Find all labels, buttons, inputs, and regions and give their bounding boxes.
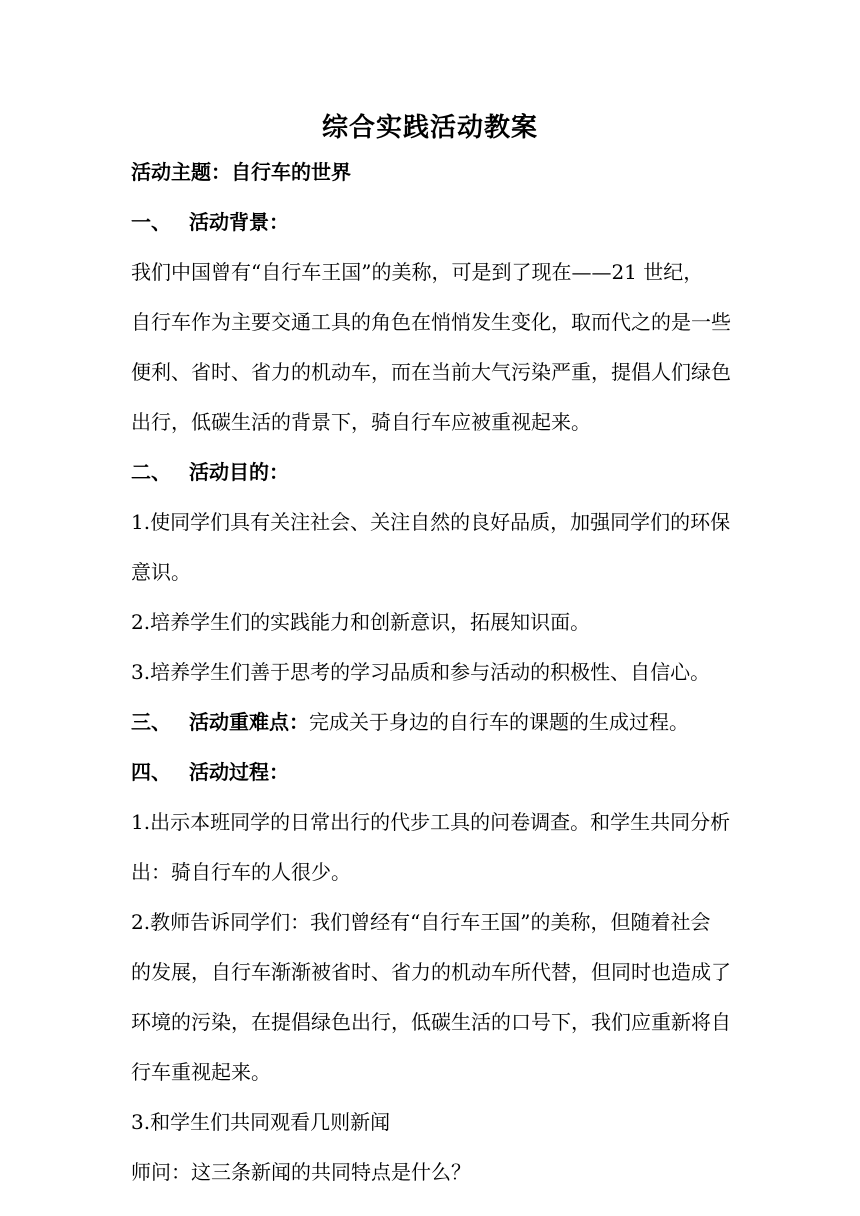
paragraph-line: 自行车作为主要交通工具的角色在悄悄发生变化，取而代之的是一些 <box>131 310 731 334</box>
list-item-line: 1.使同学们具有关注社会、关注自然的良好品质，加强同学们的环保 <box>131 510 731 534</box>
theme-value: 自行车的世界 <box>231 160 351 184</box>
list-item-line: 3.和学生们共同观看几则新闻 <box>131 1110 391 1134</box>
section-number: 三、 <box>131 710 171 734</box>
document-body <box>131 152 733 1192</box>
spacer <box>131 992 733 1002</box>
spacer <box>131 892 733 902</box>
spacer <box>131 242 733 252</box>
spacer <box>131 792 733 802</box>
paragraph-line: 出行，低碳生活的背景下，骑自行车应被重视起来。 <box>131 410 591 434</box>
spacer <box>131 1042 733 1052</box>
section-background-heading <box>131 202 733 242</box>
list-item-line: 2.培养学生们的实践能力和创新意识，拓展知识面。 <box>131 610 591 634</box>
list-item-line: 的发展，自行车渐渐被省时、省力的机动车所代替，但同时也造成了 <box>131 960 731 984</box>
section-title: 活动背景： <box>189 210 289 234</box>
section-purpose-heading <box>131 452 733 492</box>
theme-label: 活动主题： <box>131 160 231 184</box>
list-item-line: 3.培养学生们善于思考的学习品质和参与活动的积极性、自信心。 <box>131 660 711 684</box>
activity-theme <box>131 152 733 192</box>
spacer <box>131 442 733 452</box>
list-item-line: 环境的污染，在提倡绿色出行，低碳生活的口号下，我们应重新将自 <box>131 1010 731 1034</box>
spacer <box>131 842 733 852</box>
section-title: 活动重难点： <box>189 710 309 734</box>
spacer <box>131 642 733 652</box>
section-title: 活动过程： <box>189 760 289 784</box>
spacer <box>131 292 733 302</box>
spacer <box>131 492 733 502</box>
section-key-points-heading <box>131 702 733 742</box>
section-number: 一、 <box>131 210 171 234</box>
paragraph-line: 便利、省时、省力的机动车，而在当前大气污染严重，提倡人们绿色 <box>131 360 731 384</box>
spacer <box>131 192 733 202</box>
spacer <box>131 1092 733 1102</box>
list-item-line: 意识。 <box>131 560 191 584</box>
section-text: 完成关于身边的自行车的课题的生成过程。 <box>309 710 689 734</box>
section-process-heading <box>131 752 733 792</box>
spacer <box>131 692 733 702</box>
document-title: 综合实践活动教案 <box>321 113 538 143</box>
list-item-line: 1.出示本班同学的日常出行的代步工具的问卷调查。和学生共同分析 <box>131 810 731 834</box>
list-item-line: 2.教师告诉同学们：我们曾经有“自行车王国”的美称，但随着社会 <box>131 910 711 934</box>
section-title: 活动目的： <box>189 460 289 484</box>
spacer <box>131 592 733 602</box>
list-item-line: 行车重视起来。 <box>131 1060 271 1084</box>
spacer <box>131 542 733 552</box>
paragraph-line: 我们中国曾有“自行车王国”的美称，可是到了现在——21 世纪， <box>131 260 704 284</box>
list-item-line: 出：骑自行车的人很少。 <box>131 860 351 884</box>
section-number: 二、 <box>131 460 171 484</box>
section-number: 四、 <box>131 760 171 784</box>
spacer <box>131 392 733 402</box>
spacer <box>131 742 733 752</box>
teacher-question: 师问：这三条新闻的共同特点是什么？ <box>131 1160 471 1184</box>
spacer <box>131 1142 733 1152</box>
spacer <box>131 942 733 952</box>
spacer <box>131 342 733 352</box>
